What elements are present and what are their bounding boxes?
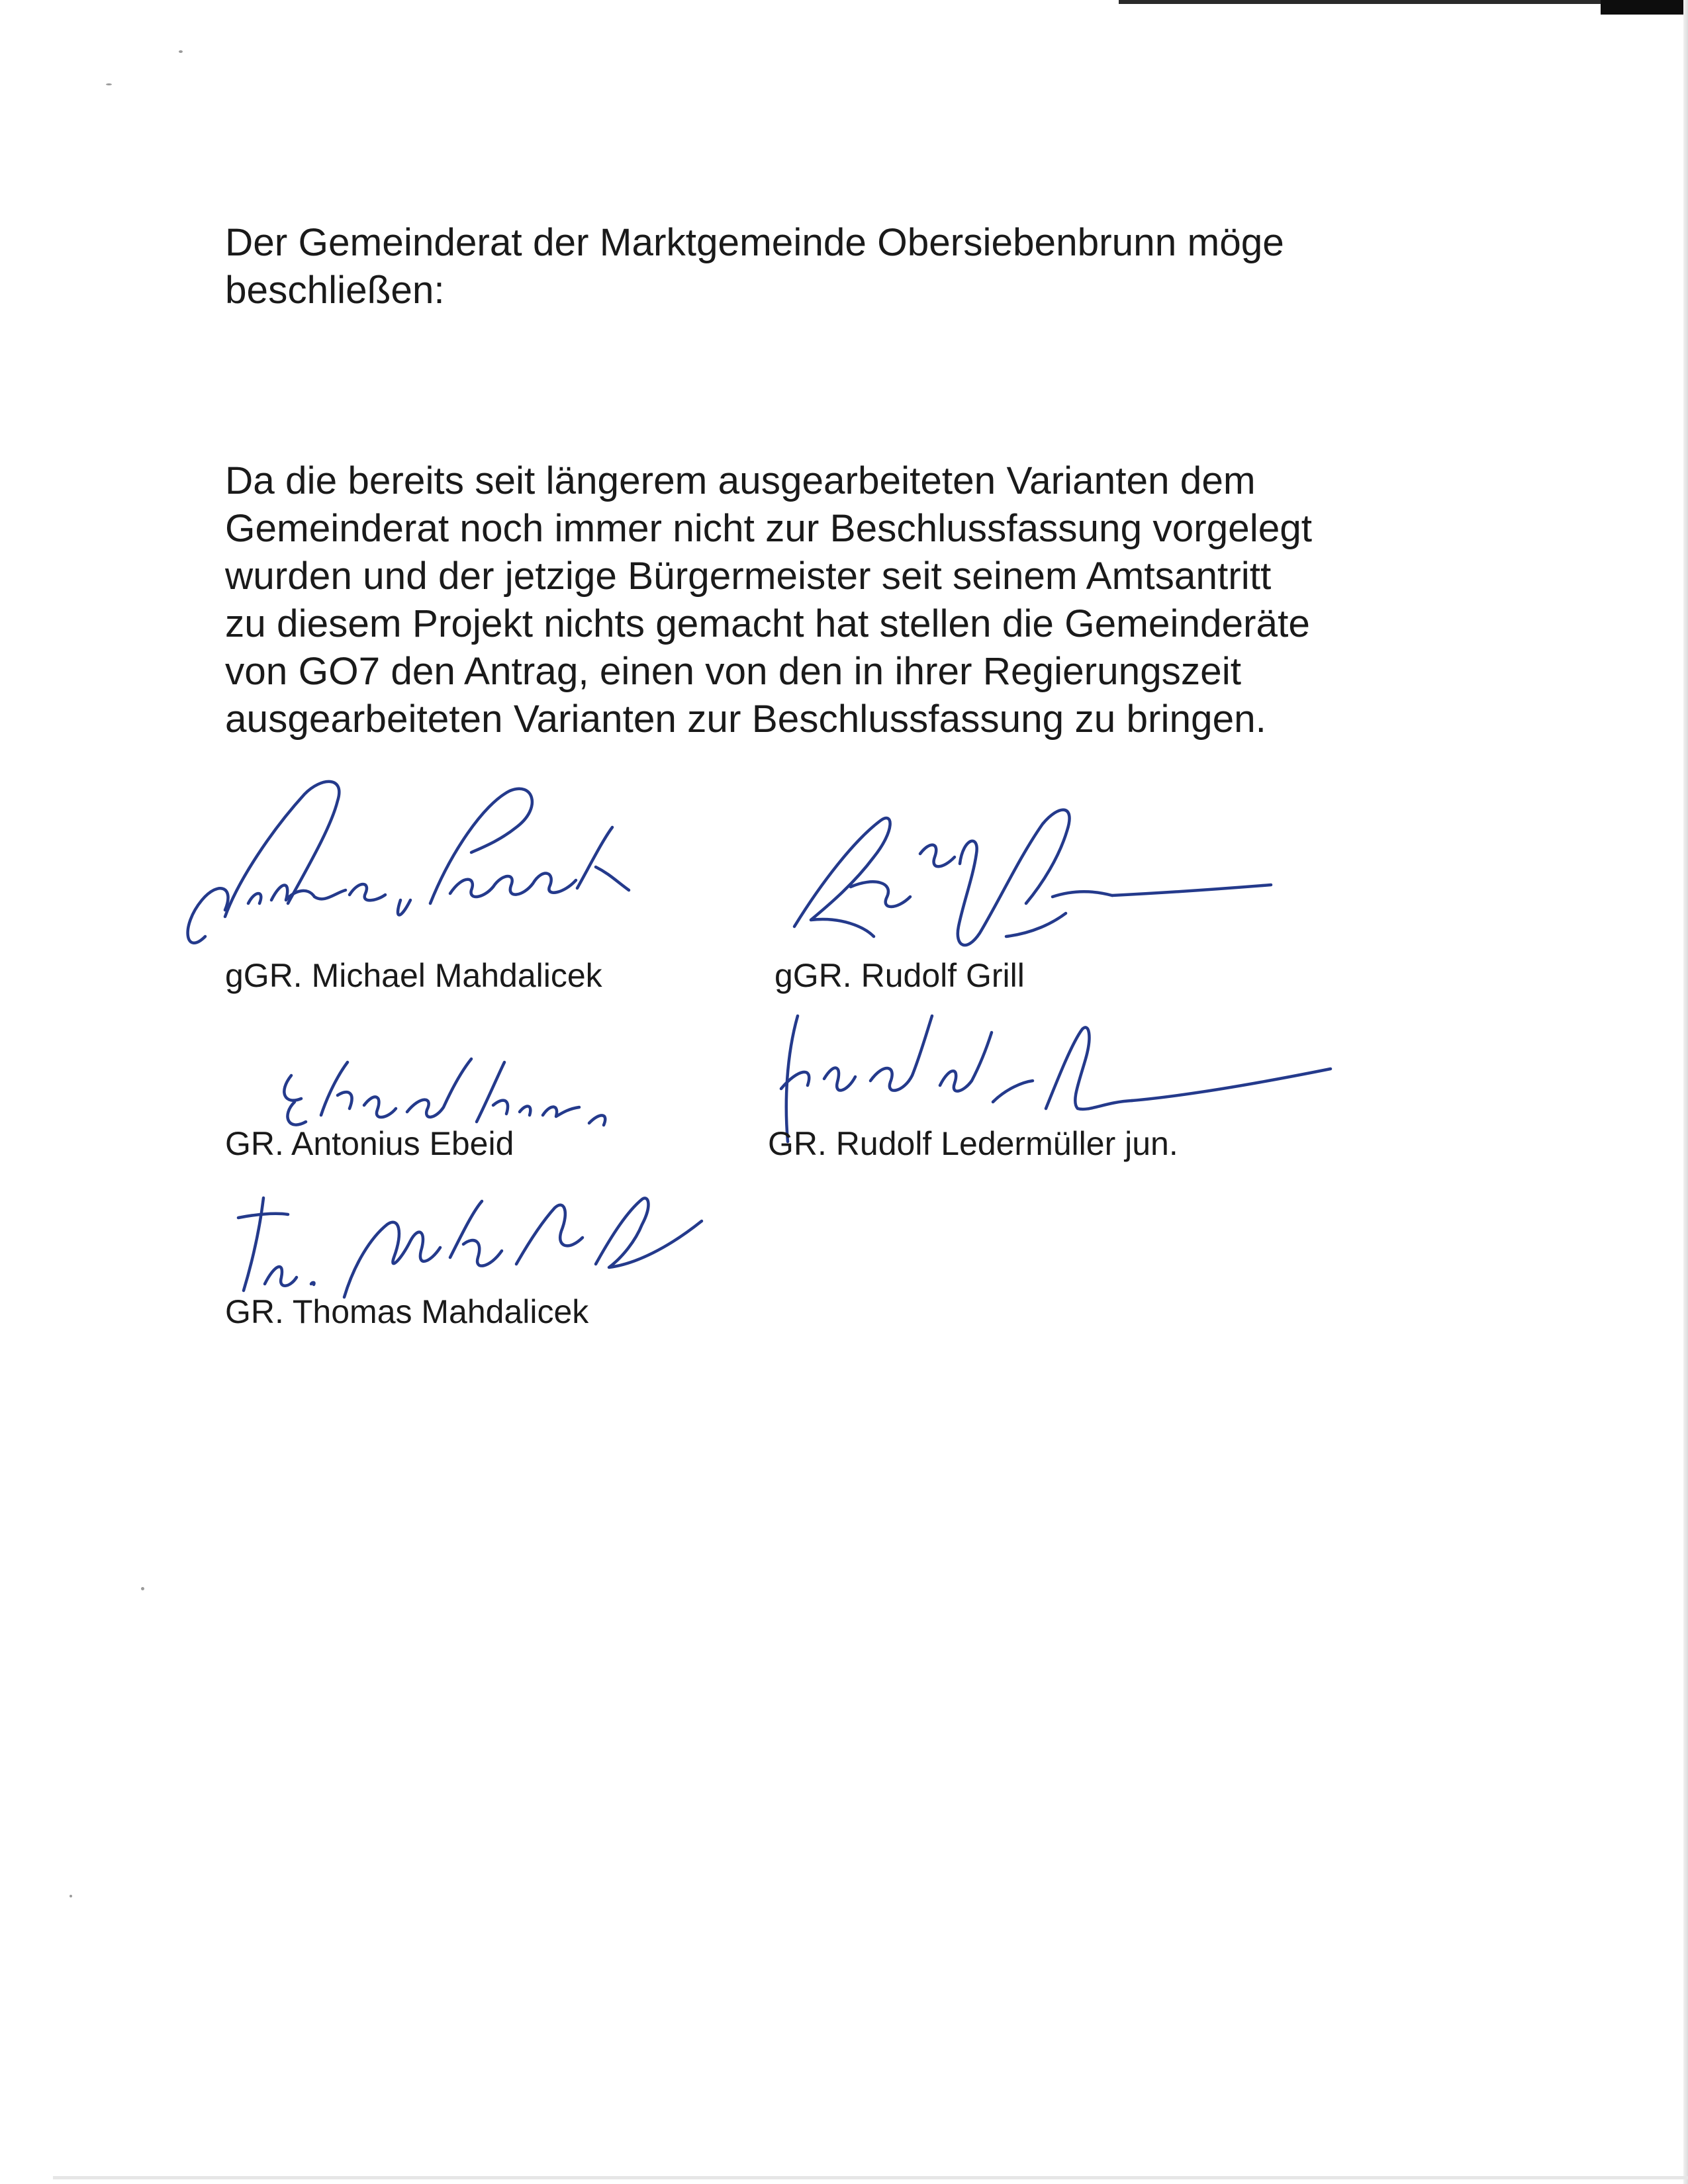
scan-speck [179,50,183,53]
signer-name-thomas-mahdalicek: GR. Thomas Mahdalicek [225,1293,589,1330]
scan-speck [70,1895,72,1897]
scan-edge-top [1119,0,1609,4]
scan-edge-right [1683,0,1688,2184]
signature-michael-mahdalicek [172,768,655,966]
resolution-intro: Der Gemeinderat der Marktgemeinde Obersiebenbrunn möge beschließen: [225,221,1284,312]
signer-name-michael-mahdalicek: gGR. Michael Mahdalicek [225,957,602,994]
scan-corner-mark [1601,0,1688,15]
signer-name-rudolf-grill: gGR. Rudolf Grill [774,957,1025,994]
signer-name-antonius-ebeid: GR. Antonius Ebeid [225,1125,514,1162]
signer-name-rudolf-ledermueller: GR. Rudolf Ledermüller jun. [768,1125,1178,1162]
scan-edge-bottom [53,2176,1688,2179]
scan-speck [106,83,112,85]
scan-speck [141,1587,144,1590]
motion-text: Da die bereits seit längerem ausgearbeiteten Varianten dem Gemeinderat noch immer nicht zur Beschlussfassung vorgelegt wurden und der jetzige Bürgermeister seit seinem Amtsantritt zu diesem Projekt nichts gemacht hat stellen die Gemeinderäte von GO7 den Antrag, einen von den in ihrer Regierungszeit ausgearbeiteten Varianten zur Beschlussfassung zu bringen. [225,459,1313,741]
